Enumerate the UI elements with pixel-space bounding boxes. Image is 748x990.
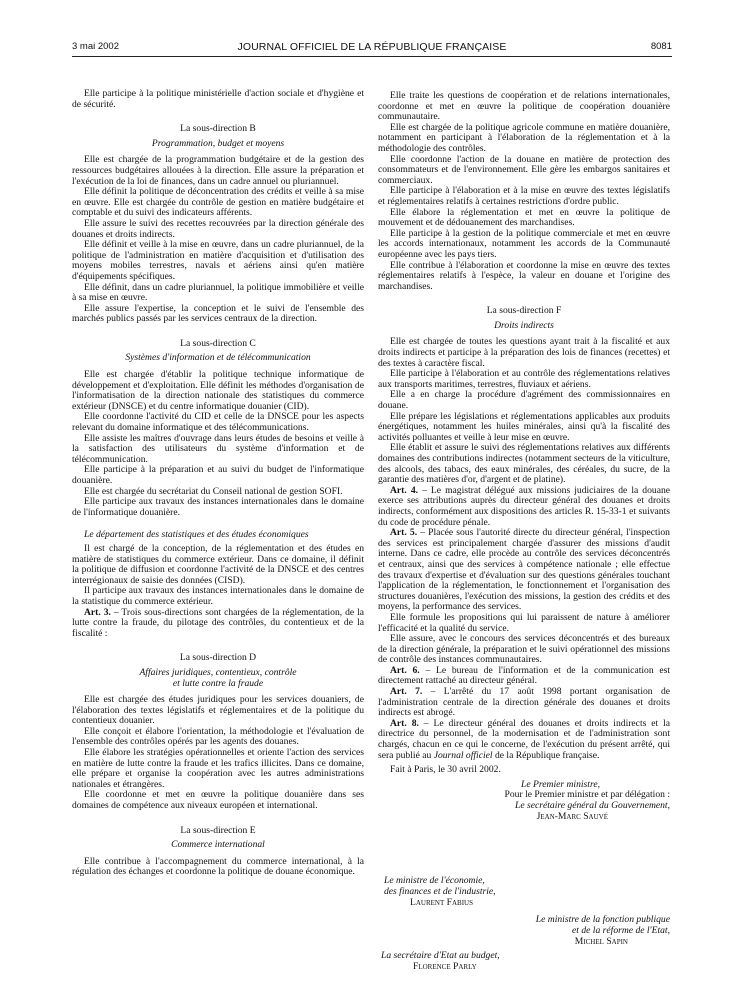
signature-public-service [470, 915, 670, 947]
signatory-title: Le Premier ministre, [521, 778, 600, 790]
article-8 [378, 719, 670, 761]
article-text: – Le directeur général des douanes et droits indirects et la directrice du personnel, de la modernisation et de l'administration sont chargés, chacun en ce qui le concerne, de l'exécution du présent arrêté, qui sera publié au [378, 717, 671, 761]
paragraph: Elle définit et veille à la mise en œuvre, dans un cadre pluriannuel, de la politique de l'administration en matière d'acquisition et d'utilisation des moyens mobiles terrestres, navals et aériens ainsi qu'en matière d'équipements spécifiques. [72, 239, 364, 282]
signatory-title: La secrétaire d'Etat au budget, [381, 950, 500, 961]
paragraph: Elle est chargée de la politique agricole commune en matière douanière, notamment en participant à l'élaboration de la réglementation et à la méthodologie des contrôles. [378, 121, 670, 154]
paragraph: Elle participe à l'élaboration et à la mise en œuvre des textes législatifs et réglementaires relatifs à certaines restrictions d'ordre public. [378, 185, 670, 207]
article-6 [378, 666, 670, 687]
article-label: Art. 4. [390, 484, 419, 496]
paragraph: Elle coordonne et met en œuvre la politique douanière dans ses domaines de compétence aux niveaux européen et international. [72, 789, 364, 812]
article-text: – L'arrêté du 17 août 1998 portant organisation de l'administration centrale de la direction générale des douanes et droits indirects est abrogé. [378, 686, 670, 719]
date-place: Fait à Paris, le 30 avril 2002. [390, 764, 501, 776]
paragraph: Elle établit et assure le suivi des réglementations relatives aux différents domaines des contributions indirectes (notamment secteurs de la viticulture, des alcools, des tabacs, des eaux minérales, des céréales, du sucre, de la garantie des matières d'or, d'argent et de platine). [378, 442, 670, 486]
section-heading: La sous-direction C [180, 337, 256, 349]
section-heading: La sous-direction B [180, 123, 256, 135]
header-date: 3 mai 2002 [72, 41, 120, 52]
article-4 [378, 486, 670, 528]
section-heading: La sous-direction F [486, 305, 562, 317]
paragraph: Elle participe à la préparation et au suivi du budget de l'informatique douanière. [72, 464, 364, 486]
paragraph: Elle définit, dans un cadre pluriannuel, la politique immobilière et veille à sa mise en œuvre. [72, 281, 364, 304]
article-5 [378, 528, 670, 613]
page-header [72, 41, 672, 57]
paragraph: Elle assiste les maîtres d'ouvrage dans leurs études de besoins et veille à la satisfaction des utilisateurs du système d'information et de télécommunication. [72, 432, 364, 465]
paragraph: Elle est chargée de la programmation budgétaire et de la gestion des ressources budgétaires allouées à la direction. Elle assure la préparation et l'exécution de la loi de finances, dans un cadre annuel ou pluriannuel. [72, 154, 364, 187]
article-text: – Trois sous-directions sont chargées de la réglementation, de la lutte contre la fraude, du pilotage des contrôles, du contentieux et de la fiscalité : [72, 606, 364, 639]
paragraph: Elle assure l'expertise, la conception et le suivi de l'ensemble des marchés publics passés par les services centraux de la direction. [72, 302, 364, 325]
paragraph: Elle contribue à l'élaboration et coordonne la mise en œuvre des textes réglementaires relatifs à l'espèce, la valeur en douane et l'origine des marchandises. [378, 259, 670, 292]
signature-economy [384, 876, 694, 908]
paragraph: Elle assure, avec le concours des services déconcentrés et des bureaux de la direction générale, la préparation et le suivi opérationnel des missions de contrôle des instances communautaires. [378, 633, 670, 666]
paragraph: Elle traite les questions de coopération et de relations internationales, coordonne et met en œuvre la politique de coopération douanière communautaire. [378, 90, 670, 123]
signatory-name: Laurent Fabius [410, 896, 473, 908]
paragraph: Elle est chargée des études juridiques pour les services douaniers, de l'élaboration des textes législatifs et réglementaires et de la politique du contentieux douanier. [72, 694, 364, 727]
paragraph: Elle prépare les législations et réglementations applicables aux produits énergétiques, notamment les huiles minérales, ainsi qu'à la fiscalité des activités polluantes et veille à leur mise en œuvre. [378, 410, 670, 443]
section-subtitle: Systèmes d'information et de télécommunication [125, 352, 311, 364]
signatory-title: Le secrétaire général du Gouvernement, [515, 800, 670, 811]
paragraph: Elle participe aux travaux des instances internationales dans le domaine de l'informatique douanière. [72, 496, 364, 518]
section-subtitle: Commerce international [171, 839, 265, 851]
paragraph: Elle assure le suivi des recettes recouvrées par la direction générale des douanes et droits indirects. [72, 217, 364, 240]
signatory-title: Le ministre de l'économie, [384, 875, 485, 886]
article-label: Art. 7. [390, 686, 423, 698]
paragraph: Elle participe à la gestion de la politique commerciale et met en œuvre les accords internationaux, notamment les accords de la Communauté européenne avec les pays tiers. [378, 227, 670, 260]
section-heading: La sous-direction E [180, 824, 256, 836]
right-column [378, 91, 670, 822]
left-column [72, 89, 364, 878]
paragraph: Elle définit la politique de déconcentration des crédits et veille à sa mise en œuvre. Elle est chargée du contrôle de gestion en matière budgétaire et comptable et du suivi des indicateurs afférents. [72, 186, 364, 219]
paragraph: Elle coordonne l'activité du CID et celle de la DNSCE pour les aspects relevant du domaine informatique et des télécommunications. [72, 411, 364, 434]
signatory-name: Florence Parly [413, 960, 477, 972]
article-text: – Le magistrat délégué aux missions judiciaires de la douane exerce ses attributions auprès du directeur général des douanes et droits indirects, conformément aux dispositions des articles R. 15-33-1 et suivants du code de procédure pénale. [378, 484, 671, 528]
paragraph: Elle coordonne l'action de la douane en matière de protection des consommateurs et de l'environnement. Elle gère les embargos sanitaires et commerciaux. [378, 153, 670, 186]
paragraph: Elle est chargée d'établir la politique technique informatique de développement et d'exploitation. Elle définit les méthodes d'organisation de l'informatisation de la direction nationale des statistiques du commerce extérieur (DNSCE) et du centre informatique douanier (CID). [72, 369, 364, 412]
paragraph: Elle est chargée de toutes les questions ayant trait à la fiscalité et aux droits indirects et participe à la préparation des lois de finances (recettes) et des textes à caractère fiscal. [378, 336, 670, 369]
page-number: 8081 [650, 41, 672, 52]
article-text-end: de la République française. [492, 749, 600, 761]
paragraph: Elle participe à la politique ministérielle d'action sociale et d'hygiène et de sécurité. [72, 88, 364, 110]
signatory-title-line2: des finances et de l'industrie, [384, 885, 496, 897]
article-label: Art. 6. [390, 664, 420, 676]
journal-title: JOURNAL OFFICIEL DE LA RÉPUBLIQUE FRANÇAISE [237, 41, 507, 53]
journal-reference: Journal officiel [433, 749, 493, 761]
article-3 [72, 608, 364, 640]
signatory-name: Jean-Marc Sauvé [536, 810, 608, 822]
paragraph: Elle élabore les stratégies opérationnelles et oriente l'action des services en matière de lutte contre la fraude et les trafics illicites. Dans ce domaine, elle prépare et organise la coopération avec les autres administrations nationales et étrangères. [72, 747, 364, 790]
section-subtitle: Droits indirects [494, 319, 554, 331]
signature-budget [381, 951, 621, 973]
signatory-title: Le ministre de la fonction publique [535, 914, 670, 925]
department-heading: Le département des statistiques et des études économiques [84, 529, 309, 541]
paragraph: Il est chargé de la conception, de la réglementation et des études en matière de statistiques du commerce extérieur. Dans ce domaine, il définit la politique de diffusion et coordonne l'activité de la DNSCE et des centres interrégionaux de saisie des données (CISD). [72, 542, 364, 586]
paragraph: Elle élabore la réglementation et met en œuvre la politique de mouvement et de dédouanement des marchandises. [378, 206, 670, 229]
paragraph: Elle a en charge la procédure d'agrément des commissionnaires en douane. [378, 389, 670, 412]
header-rule [72, 56, 672, 57]
paragraph: Elle conçoit et élabore l'orientation, la méthodologie et l'évaluation de l'ensemble des contrôles opérés par les agents des douanes. [72, 725, 364, 748]
article-label: Art. 3. [84, 606, 111, 618]
article-7 [378, 687, 670, 719]
paragraph: Elle contribue à l'accompagnement du commerce international, à la régulation des échanges et coordonne la politique de douane économique. [72, 855, 364, 878]
section-heading: La sous-direction D [179, 652, 257, 664]
paragraph: Elle formule les propositions qui lui paraissent de nature à améliorer l'efficacité et la qualité du service. [378, 611, 670, 634]
paragraph: Elle est chargée du secrétariat du Conseil national de gestion SOFI. [84, 485, 343, 497]
section-subtitle: Affaires juridiques, contentieux, contrôle [139, 666, 297, 678]
signatory-title-line2: et de la réforme de l'Etat, [572, 924, 670, 936]
paragraph: Elle participe à l'élaboration et au contrôle des réglementations relatives aux transports maritimes, terrestres, fluviaux et aériens. [378, 368, 670, 390]
article-label: Art. 8. [390, 717, 419, 729]
article-label: Art. 5. [390, 527, 418, 539]
article-text: – Le bureau de l'information et de la communication est directement rattaché au directeur général. [378, 664, 671, 687]
signatory-name: Michel Sapin [574, 935, 628, 947]
article-text: – Placée sous l'autorité directe du directeur général, l'inspection des services est principalement chargée d'assurer des missions d'audit interne. Dans ce cadre, elle procède au contrôle des services déconcentrés et centraux, ainsi que des services à compétence nationale ; elle effectue des travaux d'expertise et d'évaluation sur des questions générales touchant l'application de la réglementation, le fonctionnement et l'organisation des structures douanières, l'exécution des missions, la gestion des crédits et des moyens, la performance des services. [378, 527, 670, 613]
signatory-delegation: Pour le Premier ministre et par délégation : [504, 789, 670, 801]
paragraph: Il participe aux travaux des instances internationales dans le domaine de la statistique du commerce extérieur. [72, 585, 364, 607]
section-subtitle-line2: et lutte contre la fraude [172, 677, 264, 689]
section-subtitle: Programmation, budget et moyens [151, 137, 285, 149]
